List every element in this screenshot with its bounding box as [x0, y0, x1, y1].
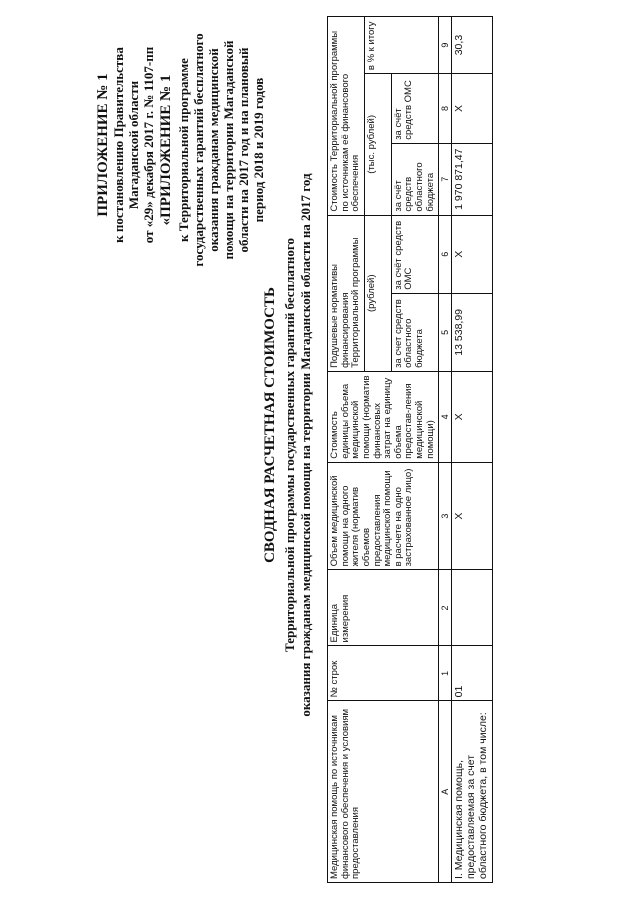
- annex-line: к Территориальной программе: [176, 58, 192, 242]
- row-unit: [452, 570, 492, 646]
- annex-header: [158, 15, 267, 285]
- header-row-no: № строк: [328, 646, 439, 701]
- appendix-header: [95, 25, 157, 265]
- header-per-capita-budget: за счет средств областного бюджета: [391, 293, 439, 371]
- annex-line: области на 2017 год и на плановый: [236, 47, 251, 253]
- column-number: 9: [439, 17, 452, 74]
- row-cost-oms: Х: [452, 74, 492, 144]
- row-cost-budget: 1 970 871,47: [452, 143, 492, 215]
- header-thousand-rub: (тыс. рублей): [364, 74, 391, 216]
- column-number: 2: [439, 570, 452, 646]
- column-number: A: [439, 701, 452, 883]
- annex-line: период 2018 и 2019 годов: [250, 77, 266, 223]
- row-percent: 30,3: [452, 17, 492, 74]
- row-number: 01: [452, 646, 492, 701]
- column-number: 8: [439, 74, 452, 144]
- header-row: [328, 17, 365, 883]
- header-care-type: Медицинская помощь по источникам финансового обеспечения и условиям предоставления: [328, 701, 439, 883]
- subtitle-line: Территориальной программы государственных гарантий бесплатного: [282, 238, 297, 652]
- annex-line: государственных гарантий бесплатного: [191, 33, 207, 267]
- annex-line: оказания гражданам медицинской: [206, 48, 222, 252]
- row-label: I. Медицинская помощь, предоставляемая за счет областного бюджета, в том числе:: [452, 701, 492, 883]
- column-number: 1: [439, 646, 452, 701]
- header-unit: Единица измерения: [328, 570, 439, 646]
- header-per-capita-oms: за счёт средств ОМС: [391, 215, 439, 293]
- column-number: 7: [439, 143, 452, 215]
- row-volume: Х: [452, 462, 492, 570]
- column-numbering-row: [439, 17, 452, 883]
- document-title: СВОДНАЯ РАСЧЕТНАЯ СТОИМОСТЬ: [262, 287, 278, 563]
- header-unit-cost: Стоимость единицы объема медицинской помощи (норматив финансовых затрат на единицу объема предостав-ления медицинской помощи): [328, 371, 439, 462]
- header-program-cost-group: Стоимость Территориальной программы по источникам её финансового обеспечения: [328, 17, 365, 216]
- document-subtitle: [282, 135, 313, 755]
- appendix-line: к постановлению Правительства: [111, 47, 127, 243]
- annex-line: помощи на территории Магаданской: [221, 40, 237, 260]
- table-row: [452, 17, 492, 883]
- header-rub: (рублей): [364, 215, 391, 371]
- annex-title: «ПРИЛОЖЕНИЕ № 1: [158, 74, 174, 226]
- cost-table: [327, 16, 493, 883]
- column-number: 5: [439, 293, 452, 371]
- header-cost-oms: за счёт средств ОМС: [391, 74, 439, 144]
- column-number: 6: [439, 215, 452, 293]
- row-unit-cost: Х: [452, 371, 492, 462]
- header-volume: Объем медицинской помощи на одного жителя (норматив объемов предоставления медицинской помощи в расчете на одно застрахованное лицо): [328, 462, 439, 570]
- row-per-capita-budget: 13 538,99: [452, 293, 492, 371]
- header-cost-budget: за счёт средств областного бюджета: [391, 143, 439, 215]
- row-per-capita-oms: Х: [452, 215, 492, 293]
- subtitle-line: оказания гражданам медицинской помощи на территории Магаданской области на 2017 год: [297, 173, 313, 717]
- appendix-line: от «29» декабря 2017 г. № 1107-пп: [141, 46, 157, 244]
- column-number: 3: [439, 462, 452, 570]
- header-per-capita-group: Подушевые нормативы финансирования Территориальной программы: [328, 215, 365, 371]
- appendix-line: Магаданской области: [126, 80, 142, 210]
- header-percent: в % к итогу: [364, 17, 438, 74]
- appendix-title: ПРИЛОЖЕНИЕ № 1: [95, 73, 111, 217]
- column-number: 4: [439, 371, 452, 462]
